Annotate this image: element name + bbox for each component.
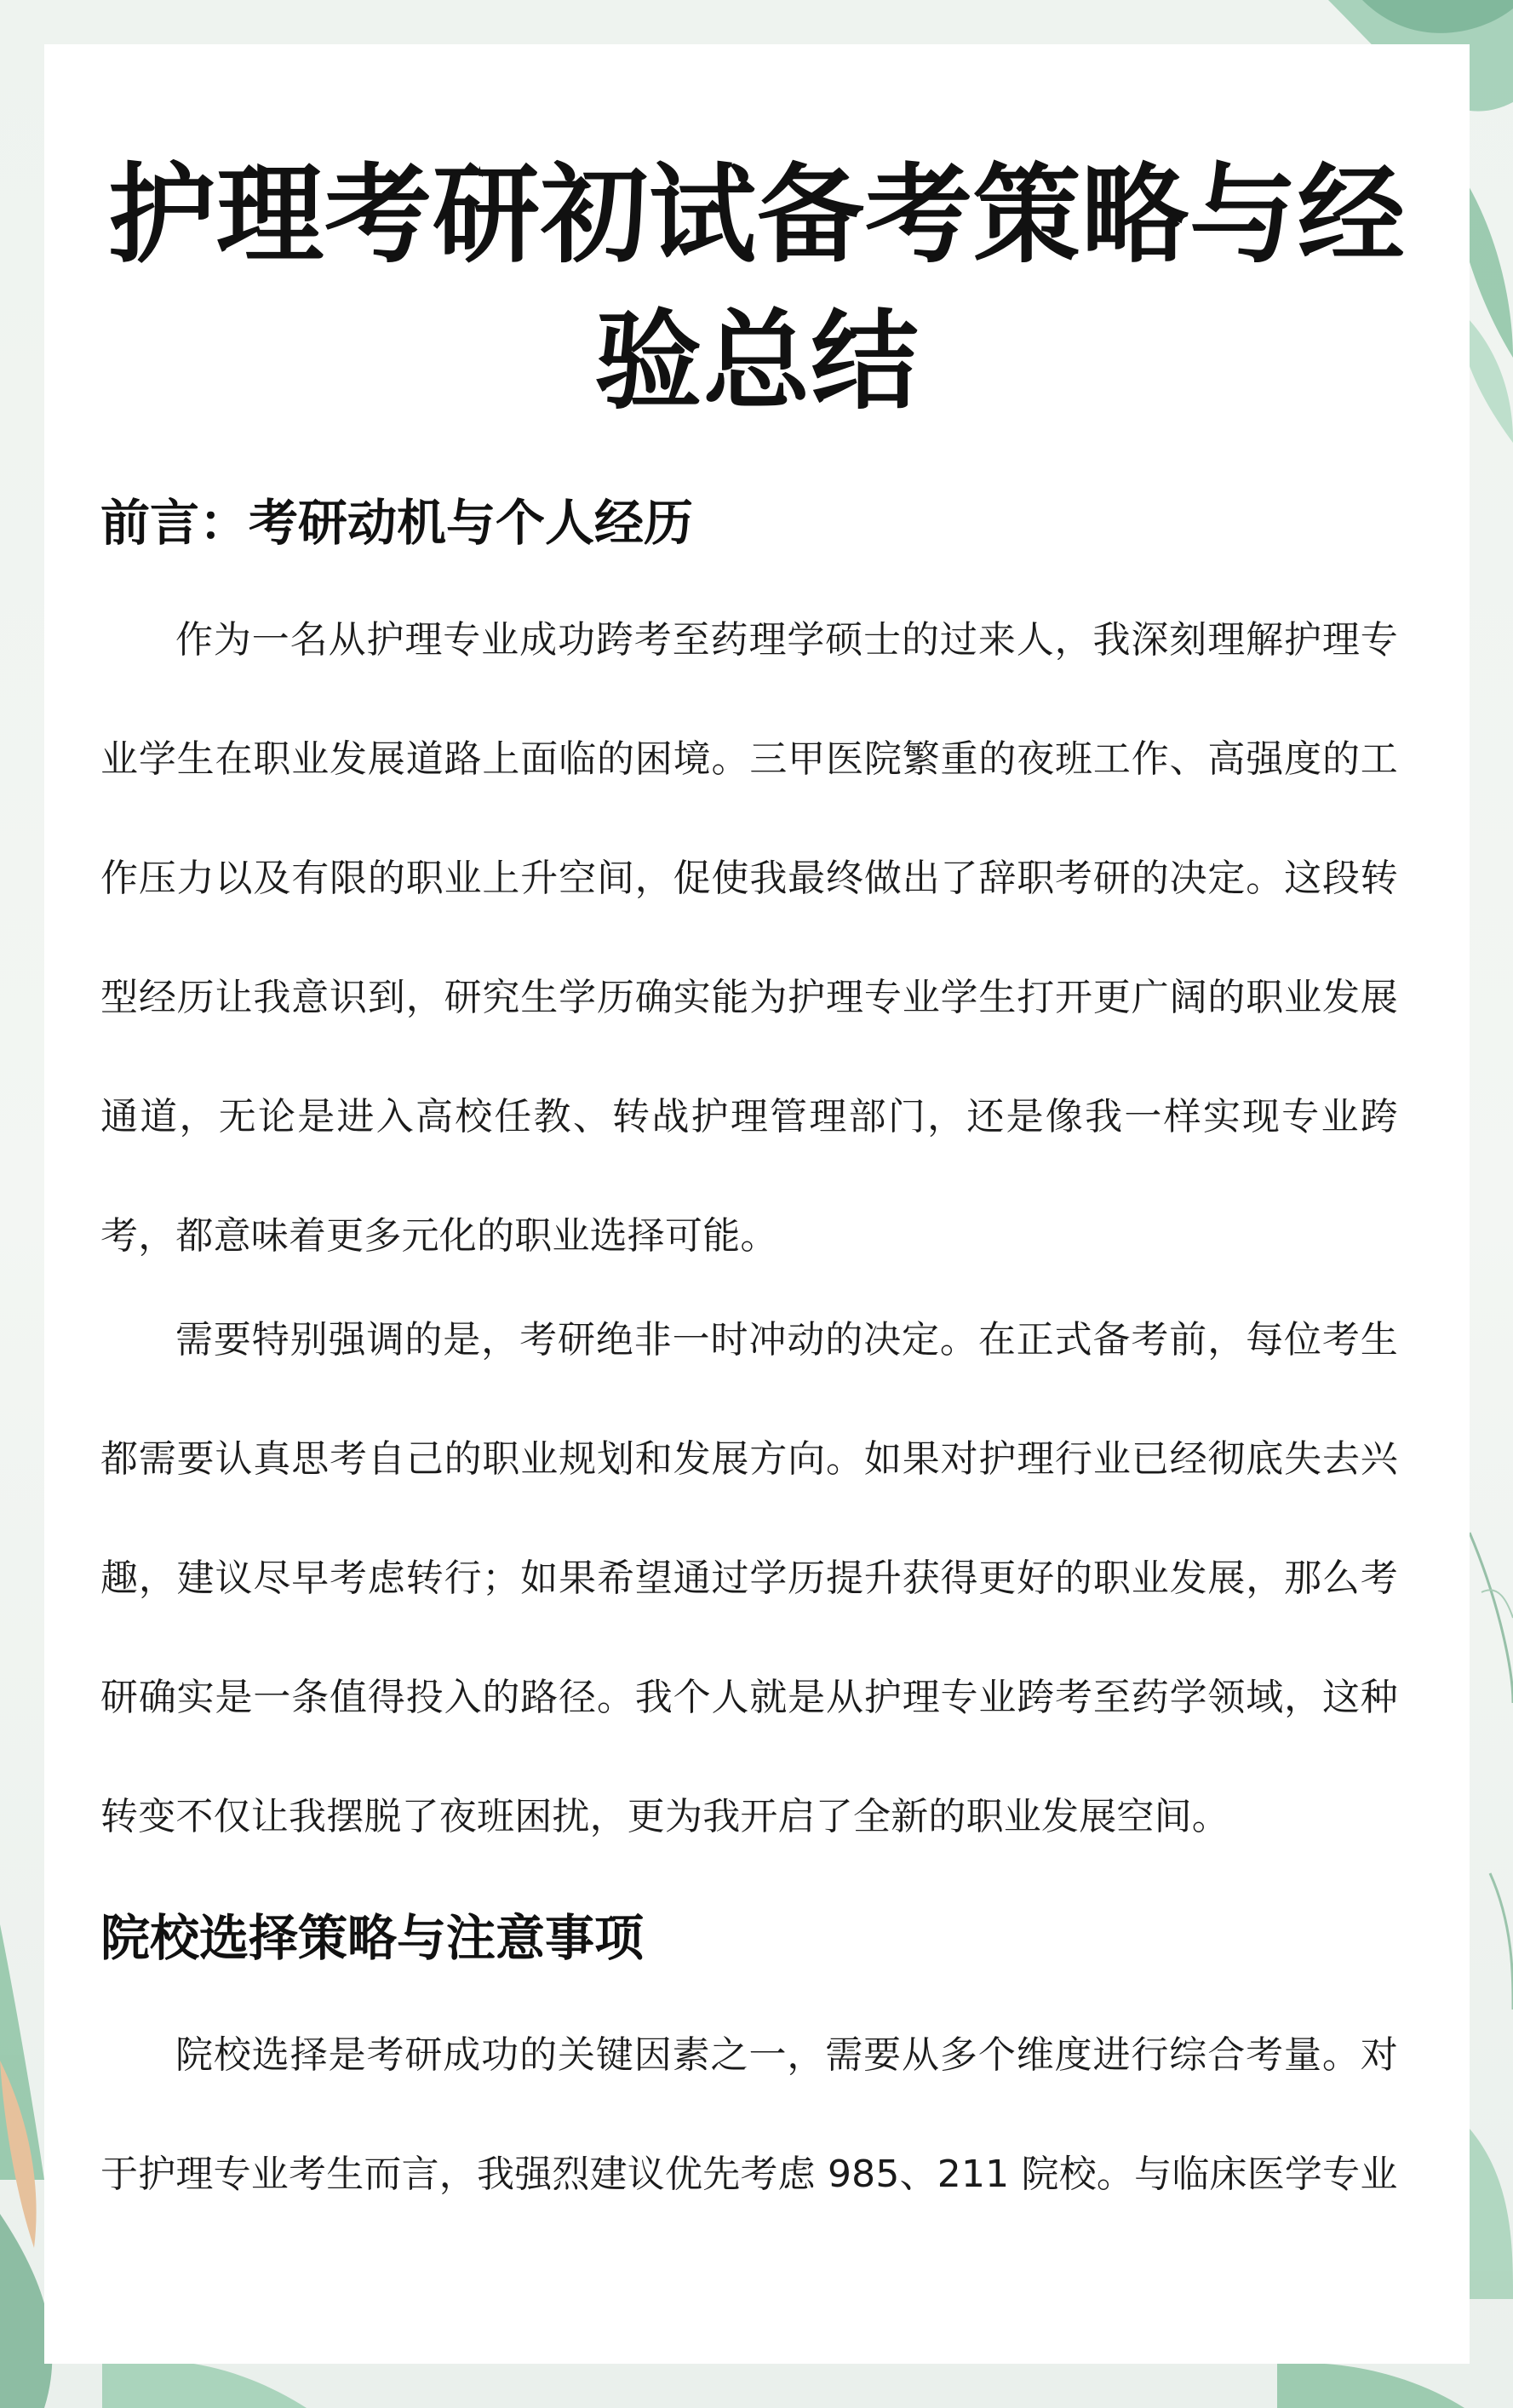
section-heading-preface: 前言：考研动机与个人经历 [100,494,694,552]
document-title: 护理考研初试备考策略与经验总结 [108,152,1406,424]
article-card [44,44,1470,2364]
section-heading-school-selection: 院校选择策略与注意事项 [100,1909,645,1967]
paragraph-school-selection-1: 院校选择是考研成功的关键因素之一，需要从多个维度进行综合考量。对于护理专业考生而言，我强烈建议优先考虑 985、211 院校。与临床医学专业 [100,2033,1398,2196]
paragraph-preface-2: 需要特别强调的是，考研绝非一时冲动的决定。在正式备考前，每位考生都需要认真思考自己的职业规划和发展方向。如果对护理行业已经彻底失去兴趣，建议尽早考虑转行；如果希望通过学历提升获得更好的职业发展，那么考研确实是一条值得投入的路径。我个人就是从护理专业跨考至药学领域，这种转变不仅让我摆脱了夜班困扰，更为我开启了全新的职业发展空间。 [100,1318,1398,1838]
paragraph-preface-1: 作为一名从护理专业成功跨考至药理学硕士的过来人，我深刻理解护理专业学生在职业发展道路上面临的困境。三甲医院繁重的夜班工作、高强度的工作压力以及有限的职业上升空间，促使我最终做出了辞职考研的决定。这段转型经历让我意识到，研究生学历确实能为护理专业学生打开更广阔的职业发展通道，无论是进入高校任教、转战护理管理部门，还是像我一样实现专业跨考，都意味着更多元化的职业选择可能。 [100,618,1398,1258]
